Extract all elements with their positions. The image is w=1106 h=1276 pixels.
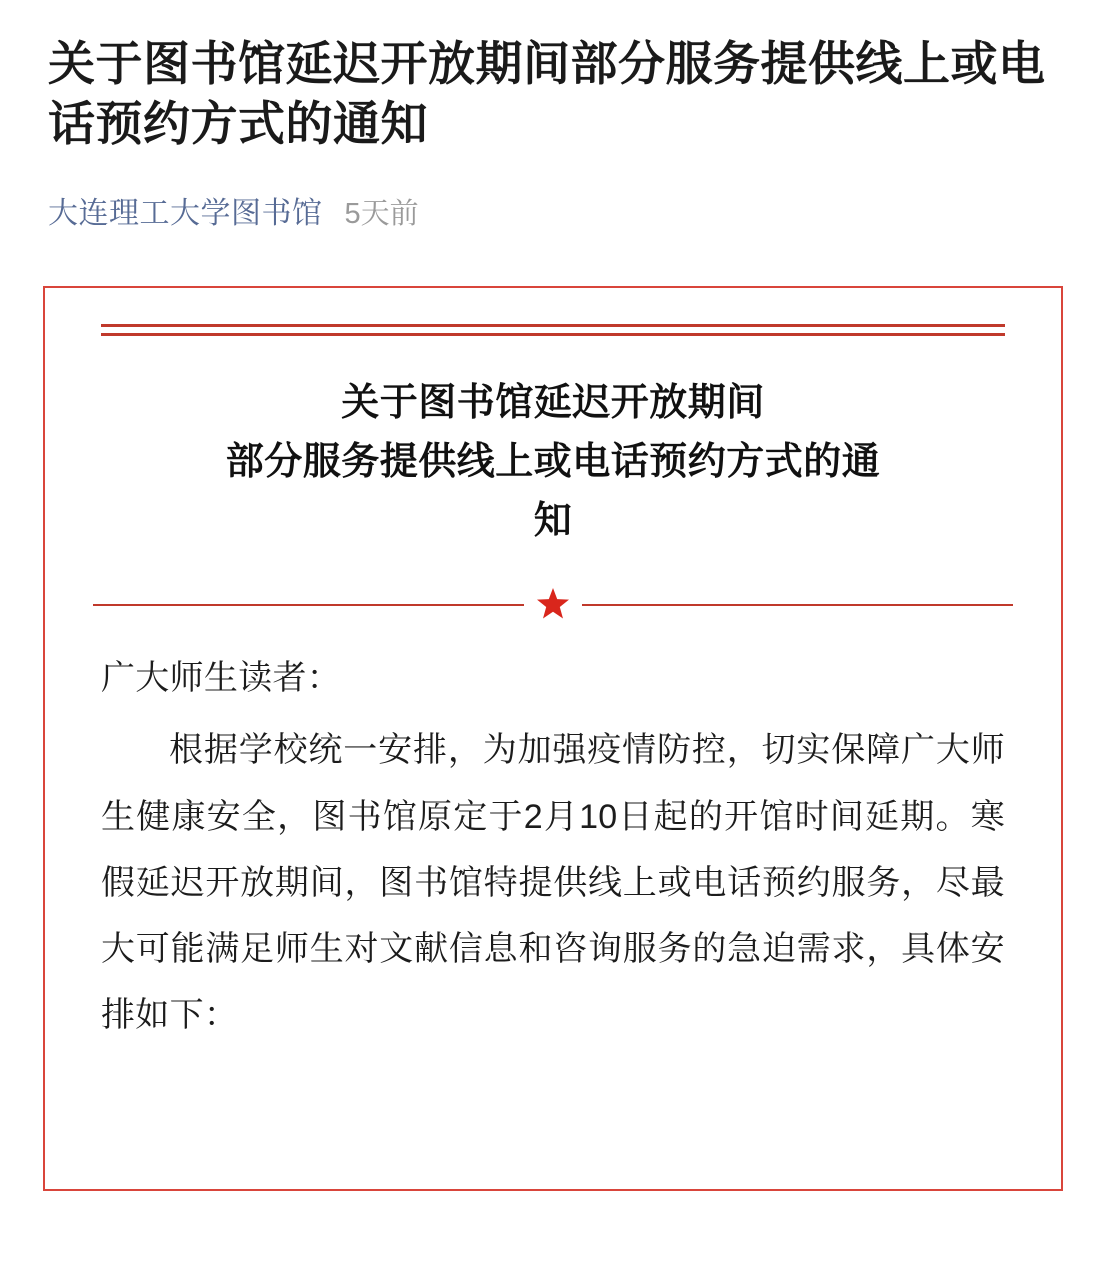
notice-body (101, 645, 1005, 1049)
notice-paragraph-1: 根据学校统一安排，为加强疫情防控，切实保障广大师生健康安全，图书馆原定于2月10日起的开馆时间延期。寒假延迟开放期间，图书馆特提供线上或电话预约服务，尽最大可能满足师生对文献信息和咨询服务的急迫需求，具体安排如下： (101, 731, 1005, 1035)
red-star-icon (524, 587, 582, 621)
article-header (0, 0, 1106, 232)
notice-title (101, 374, 1005, 551)
top-double-rule (101, 324, 1005, 336)
notice-card (43, 286, 1063, 1191)
notice-title-line-1: 关于图书馆延迟开放期间 (341, 382, 765, 425)
notice-title-line-3: 知 (533, 500, 573, 543)
page-title: 关于图书馆延迟开放期间部分服务提供线上或电话预约方式的通知 (48, 37, 1046, 151)
star-divider (93, 587, 1013, 621)
notice-salutation: 广大师生读者： (101, 658, 342, 697)
article-source-link[interactable]: 大连理工大学图书馆 (48, 197, 323, 231)
article-timestamp: 5天前 (344, 198, 419, 231)
article-meta (48, 188, 1058, 232)
notice-title-line-2: 部分服务提供线上或电话预约方式的通 (225, 441, 881, 484)
